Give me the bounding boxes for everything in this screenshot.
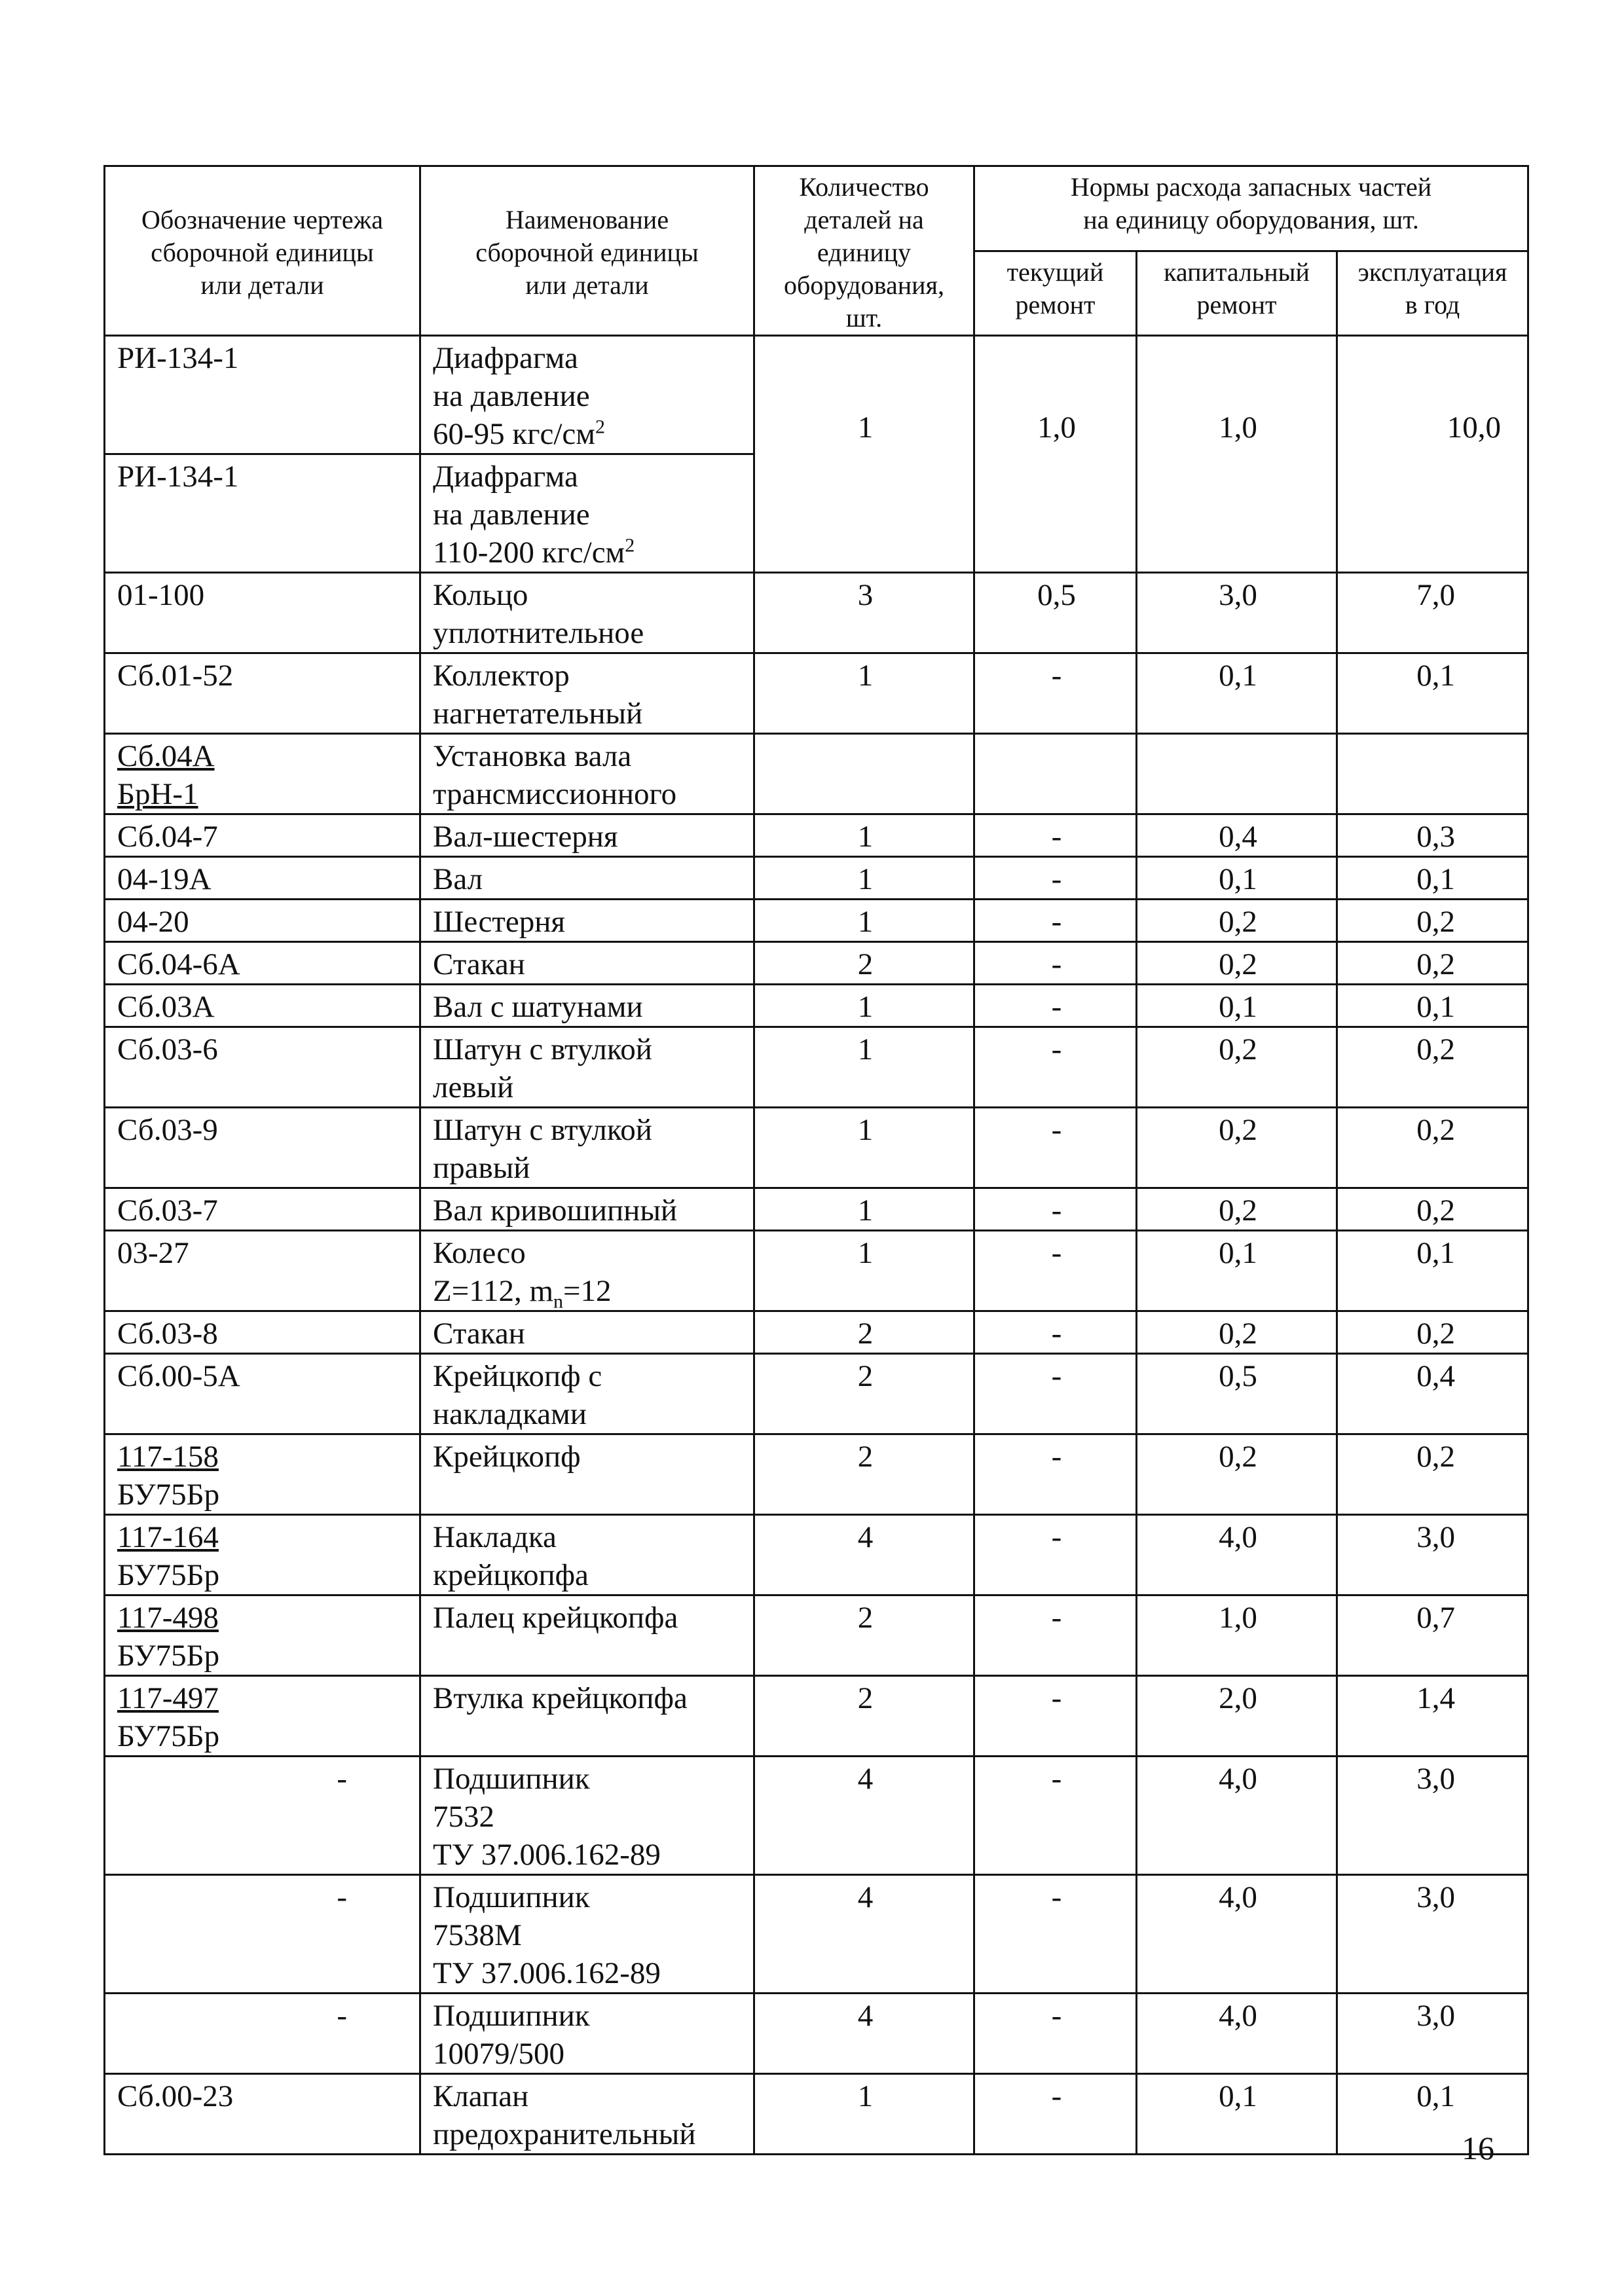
cell-capital-repair: 0,1	[1137, 2074, 1337, 2155]
cell-operation: 0,1	[1337, 1231, 1528, 1311]
cell-name: Клапан предохранительный	[420, 2074, 754, 2155]
empty-cell	[1137, 734, 1337, 814]
cell-name: Втулка крейцкопфа	[420, 1676, 754, 1757]
cell-capital-repair: 4,0	[1137, 1757, 1337, 1875]
cell-code: РИ-134-1	[105, 336, 420, 454]
cell-current-repair: -	[974, 1515, 1137, 1595]
cell-capital-repair: 2,0	[1137, 1676, 1337, 1757]
cell-name: Шатун с втулкой левый	[420, 1027, 754, 1108]
cell-quantity: 2	[754, 1595, 974, 1676]
cell-quantity: 1	[754, 1108, 974, 1188]
cell-name: Вал	[420, 857, 754, 900]
cell-current-repair: 0,5	[974, 573, 1137, 653]
cell-quantity: 1	[754, 857, 974, 900]
spare-parts-table	[103, 165, 1529, 2155]
cell-capital-repair: 1,0	[1137, 336, 1337, 573]
cell-capital-repair: 0,1	[1137, 857, 1337, 900]
table-row	[105, 2074, 1528, 2155]
table-row	[105, 814, 1528, 857]
cell-capital-repair: 0,2	[1137, 1434, 1337, 1515]
cell-name: Диафрагма на давление 110-200 кгс/$см^2$	[420, 454, 754, 573]
cell-code: Сб.00-5А	[105, 1354, 420, 1434]
cell-operation: 0,2	[1337, 1027, 1528, 1108]
header-consumption-norms: Нормы расхода запасных частей на единицу оборудования, шт.	[974, 166, 1528, 251]
table-row	[105, 1994, 1528, 2074]
cell-operation: 0,1	[1337, 2074, 1528, 2155]
cell-code: Сб.04-6А	[105, 942, 420, 985]
cell-name: Накладка крейцкопфа	[420, 1515, 754, 1595]
cell-operation: 0,1	[1337, 653, 1528, 734]
cell-code: РИ-134-1	[105, 454, 420, 573]
cell-current-repair: -	[974, 2074, 1137, 2155]
cell-code: -	[105, 1994, 420, 2074]
cell-code: 01-100	[105, 573, 420, 653]
table-row	[105, 857, 1528, 900]
table-row	[105, 573, 1528, 653]
cell-quantity: 1	[754, 653, 974, 734]
header-current-repair: текущий ремонт	[974, 251, 1137, 336]
header-drawing-code: Обозначение чертежа сборочной единицы или детали	[105, 166, 420, 336]
empty-cell	[754, 734, 974, 814]
table-row	[105, 900, 1528, 942]
cell-code: Сб.03А	[105, 985, 420, 1027]
cell-name: Подшипник 10079/500	[420, 1994, 754, 2074]
cell-current-repair: -	[974, 1311, 1137, 1354]
header-unit-name: Наименование сборочной единицы или детали	[420, 166, 754, 336]
cell-quantity: 3	[754, 573, 974, 653]
cell-code: 117-158 БУ75Бр	[105, 1434, 420, 1515]
cell-quantity: 1	[754, 1188, 974, 1231]
cell-quantity: 4	[754, 1875, 974, 1994]
cell-code: Сб.03-7	[105, 1188, 420, 1231]
table-row	[105, 1354, 1528, 1434]
empty-cell	[1337, 734, 1528, 814]
cell-name: Подшипник 7538М ТУ 37.006.162-89	[420, 1875, 754, 1994]
cell-current-repair: -	[974, 1354, 1137, 1434]
cell-code: 03-27	[105, 1231, 420, 1311]
cell-capital-repair: 0,2	[1137, 1108, 1337, 1188]
table-row	[105, 1027, 1528, 1108]
cell-quantity: 2	[754, 1354, 974, 1434]
cell-current-repair: 1,0	[974, 336, 1137, 573]
cell-name: Палец крейцкопфа	[420, 1595, 754, 1676]
cell-name: Колесо Z=112, $m_n=12$	[420, 1231, 754, 1311]
cell-name: Крейцкопф с накладками	[420, 1354, 754, 1434]
cell-operation: 0,2	[1337, 1311, 1528, 1354]
table-row	[105, 1515, 1528, 1595]
cell-capital-repair: 0,1	[1137, 985, 1337, 1027]
cell-current-repair: -	[974, 1108, 1137, 1188]
cell-current-repair: -	[974, 1994, 1137, 2074]
header-capital-repair: капитальный ремонт	[1137, 251, 1337, 336]
table-row	[105, 1231, 1528, 1311]
cell-capital-repair: 0,1	[1137, 1231, 1337, 1311]
header-row-1	[105, 166, 1528, 251]
cell-quantity: 2	[754, 942, 974, 985]
cell-name: Вал с шатунами	[420, 985, 754, 1027]
cell-operation: 3,0	[1337, 1757, 1528, 1875]
cell-capital-repair: 4,0	[1137, 1994, 1337, 2074]
cell-name: Подшипник 7532 ТУ 37.006.162-89	[420, 1757, 754, 1875]
cell-name: Крейцкопф	[420, 1434, 754, 1515]
header-operation-per-year: эксплуатация в год	[1337, 251, 1528, 336]
cell-operation: 0,2	[1337, 1188, 1528, 1231]
section-row	[105, 734, 1528, 814]
table-row	[105, 985, 1528, 1027]
cell-operation: 3,0	[1337, 1994, 1528, 2074]
cell-quantity: 1	[754, 2074, 974, 2155]
cell-current-repair: -	[974, 1676, 1137, 1757]
cell-operation: 3,0	[1337, 1875, 1528, 1994]
cell-operation: 3,0	[1337, 1515, 1528, 1595]
cell-operation: 0,2	[1337, 942, 1528, 985]
cell-name: Шестерня	[420, 900, 754, 942]
cell-name: Шатун с втулкой правый	[420, 1108, 754, 1188]
table-row	[105, 1434, 1528, 1515]
cell-current-repair: -	[974, 1434, 1137, 1515]
empty-cell	[974, 734, 1137, 814]
cell-code: -	[105, 1875, 420, 1994]
cell-current-repair: -	[974, 985, 1137, 1027]
cell-capital-repair: 0,2	[1137, 900, 1337, 942]
table-row	[105, 653, 1528, 734]
cell-capital-repair: 0,2	[1137, 942, 1337, 985]
cell-quantity: 2	[754, 1676, 974, 1757]
cell-capital-repair: 0,4	[1137, 814, 1337, 857]
section-title: Установка вала трансмиссионного	[420, 734, 754, 814]
section-code: Сб.04А БрН-1	[105, 734, 420, 814]
cell-current-repair: -	[974, 814, 1137, 857]
cell-name: Диафрагма на давление 60-95 кгс/$см^2$	[420, 336, 754, 454]
cell-capital-repair: 1,0	[1137, 1595, 1337, 1676]
table-row	[105, 1188, 1528, 1231]
table-row	[105, 1108, 1528, 1188]
cell-name: Коллектор нагнетательный	[420, 653, 754, 734]
cell-current-repair: -	[974, 857, 1137, 900]
cell-quantity: 4	[754, 1757, 974, 1875]
table-row	[105, 1676, 1528, 1757]
cell-code: Сб.01-52	[105, 653, 420, 734]
cell-name: Вал кривошипный	[420, 1188, 754, 1231]
cell-quantity: 2	[754, 1434, 974, 1515]
cell-current-repair: -	[974, 1188, 1137, 1231]
table-row	[105, 1595, 1528, 1676]
cell-quantity: 2	[754, 1311, 974, 1354]
cell-capital-repair: 4,0	[1137, 1875, 1337, 1994]
cell-code: Сб.04-7	[105, 814, 420, 857]
cell-capital-repair: 0,2	[1137, 1188, 1337, 1231]
table-row	[105, 1311, 1528, 1354]
cell-current-repair: -	[974, 653, 1137, 734]
cell-quantity: 1	[754, 900, 974, 942]
cell-capital-repair: 0,2	[1137, 1311, 1337, 1354]
cell-current-repair: -	[974, 1231, 1137, 1311]
header-quantity: Количество деталей на единицу оборудования, шт.	[754, 166, 974, 336]
cell-quantity: 1	[754, 985, 974, 1027]
cell-code: 117-164 БУ75Бр	[105, 1515, 420, 1595]
cell-code: 04-20	[105, 900, 420, 942]
cell-operation: 10,0	[1337, 336, 1528, 573]
cell-operation: 0,1	[1337, 857, 1528, 900]
cell-name: Стакан	[420, 942, 754, 985]
cell-code: Сб.03-8	[105, 1311, 420, 1354]
cell-operation: 0,7	[1337, 1595, 1528, 1676]
cell-code: Сб.00-23	[105, 2074, 420, 2155]
cell-operation: 1,4	[1337, 1676, 1528, 1757]
cell-quantity: 1	[754, 814, 974, 857]
cell-operation: 0,1	[1337, 985, 1528, 1027]
cell-quantity: 4	[754, 1994, 974, 2074]
cell-capital-repair: 4,0	[1137, 1515, 1337, 1595]
cell-quantity: 1	[754, 336, 974, 573]
cell-code: 117-498 БУ75Бр	[105, 1595, 420, 1676]
cell-operation: 0,2	[1337, 1108, 1528, 1188]
cell-capital-repair: 0,2	[1137, 1027, 1337, 1108]
cell-quantity: 4	[754, 1515, 974, 1595]
cell-operation: 0,2	[1337, 1434, 1528, 1515]
table-row	[105, 336, 1528, 454]
cell-code: -	[105, 1757, 420, 1875]
page-number: 16	[1462, 2130, 1494, 2166]
cell-operation: 0,2	[1337, 900, 1528, 942]
cell-current-repair: -	[974, 1027, 1137, 1108]
cell-current-repair: -	[974, 1595, 1137, 1676]
cell-operation: 7,0	[1337, 573, 1528, 653]
cell-capital-repair: 0,5	[1137, 1354, 1337, 1434]
cell-current-repair: -	[974, 900, 1137, 942]
cell-capital-repair: 0,1	[1137, 653, 1337, 734]
cell-current-repair: -	[974, 1875, 1137, 1994]
table-row	[105, 942, 1528, 985]
cell-quantity: 1	[754, 1231, 974, 1311]
cell-current-repair: -	[974, 942, 1137, 985]
table-row	[105, 1875, 1528, 1994]
cell-quantity: 1	[754, 1027, 974, 1108]
cell-capital-repair: 3,0	[1137, 573, 1337, 653]
cell-operation: 0,3	[1337, 814, 1528, 857]
cell-code: Сб.03-6	[105, 1027, 420, 1108]
cell-code: 117-497 БУ75Бр	[105, 1676, 420, 1757]
cell-operation: 0,4	[1337, 1354, 1528, 1434]
cell-code: 04-19А	[105, 857, 420, 900]
cell-code: Сб.03-9	[105, 1108, 420, 1188]
cell-name: Стакан	[420, 1311, 754, 1354]
cell-current-repair: -	[974, 1757, 1137, 1875]
cell-name: Кольцо уплотнительное	[420, 573, 754, 653]
table-row	[105, 1757, 1528, 1875]
cell-name: Вал-шестерня	[420, 814, 754, 857]
